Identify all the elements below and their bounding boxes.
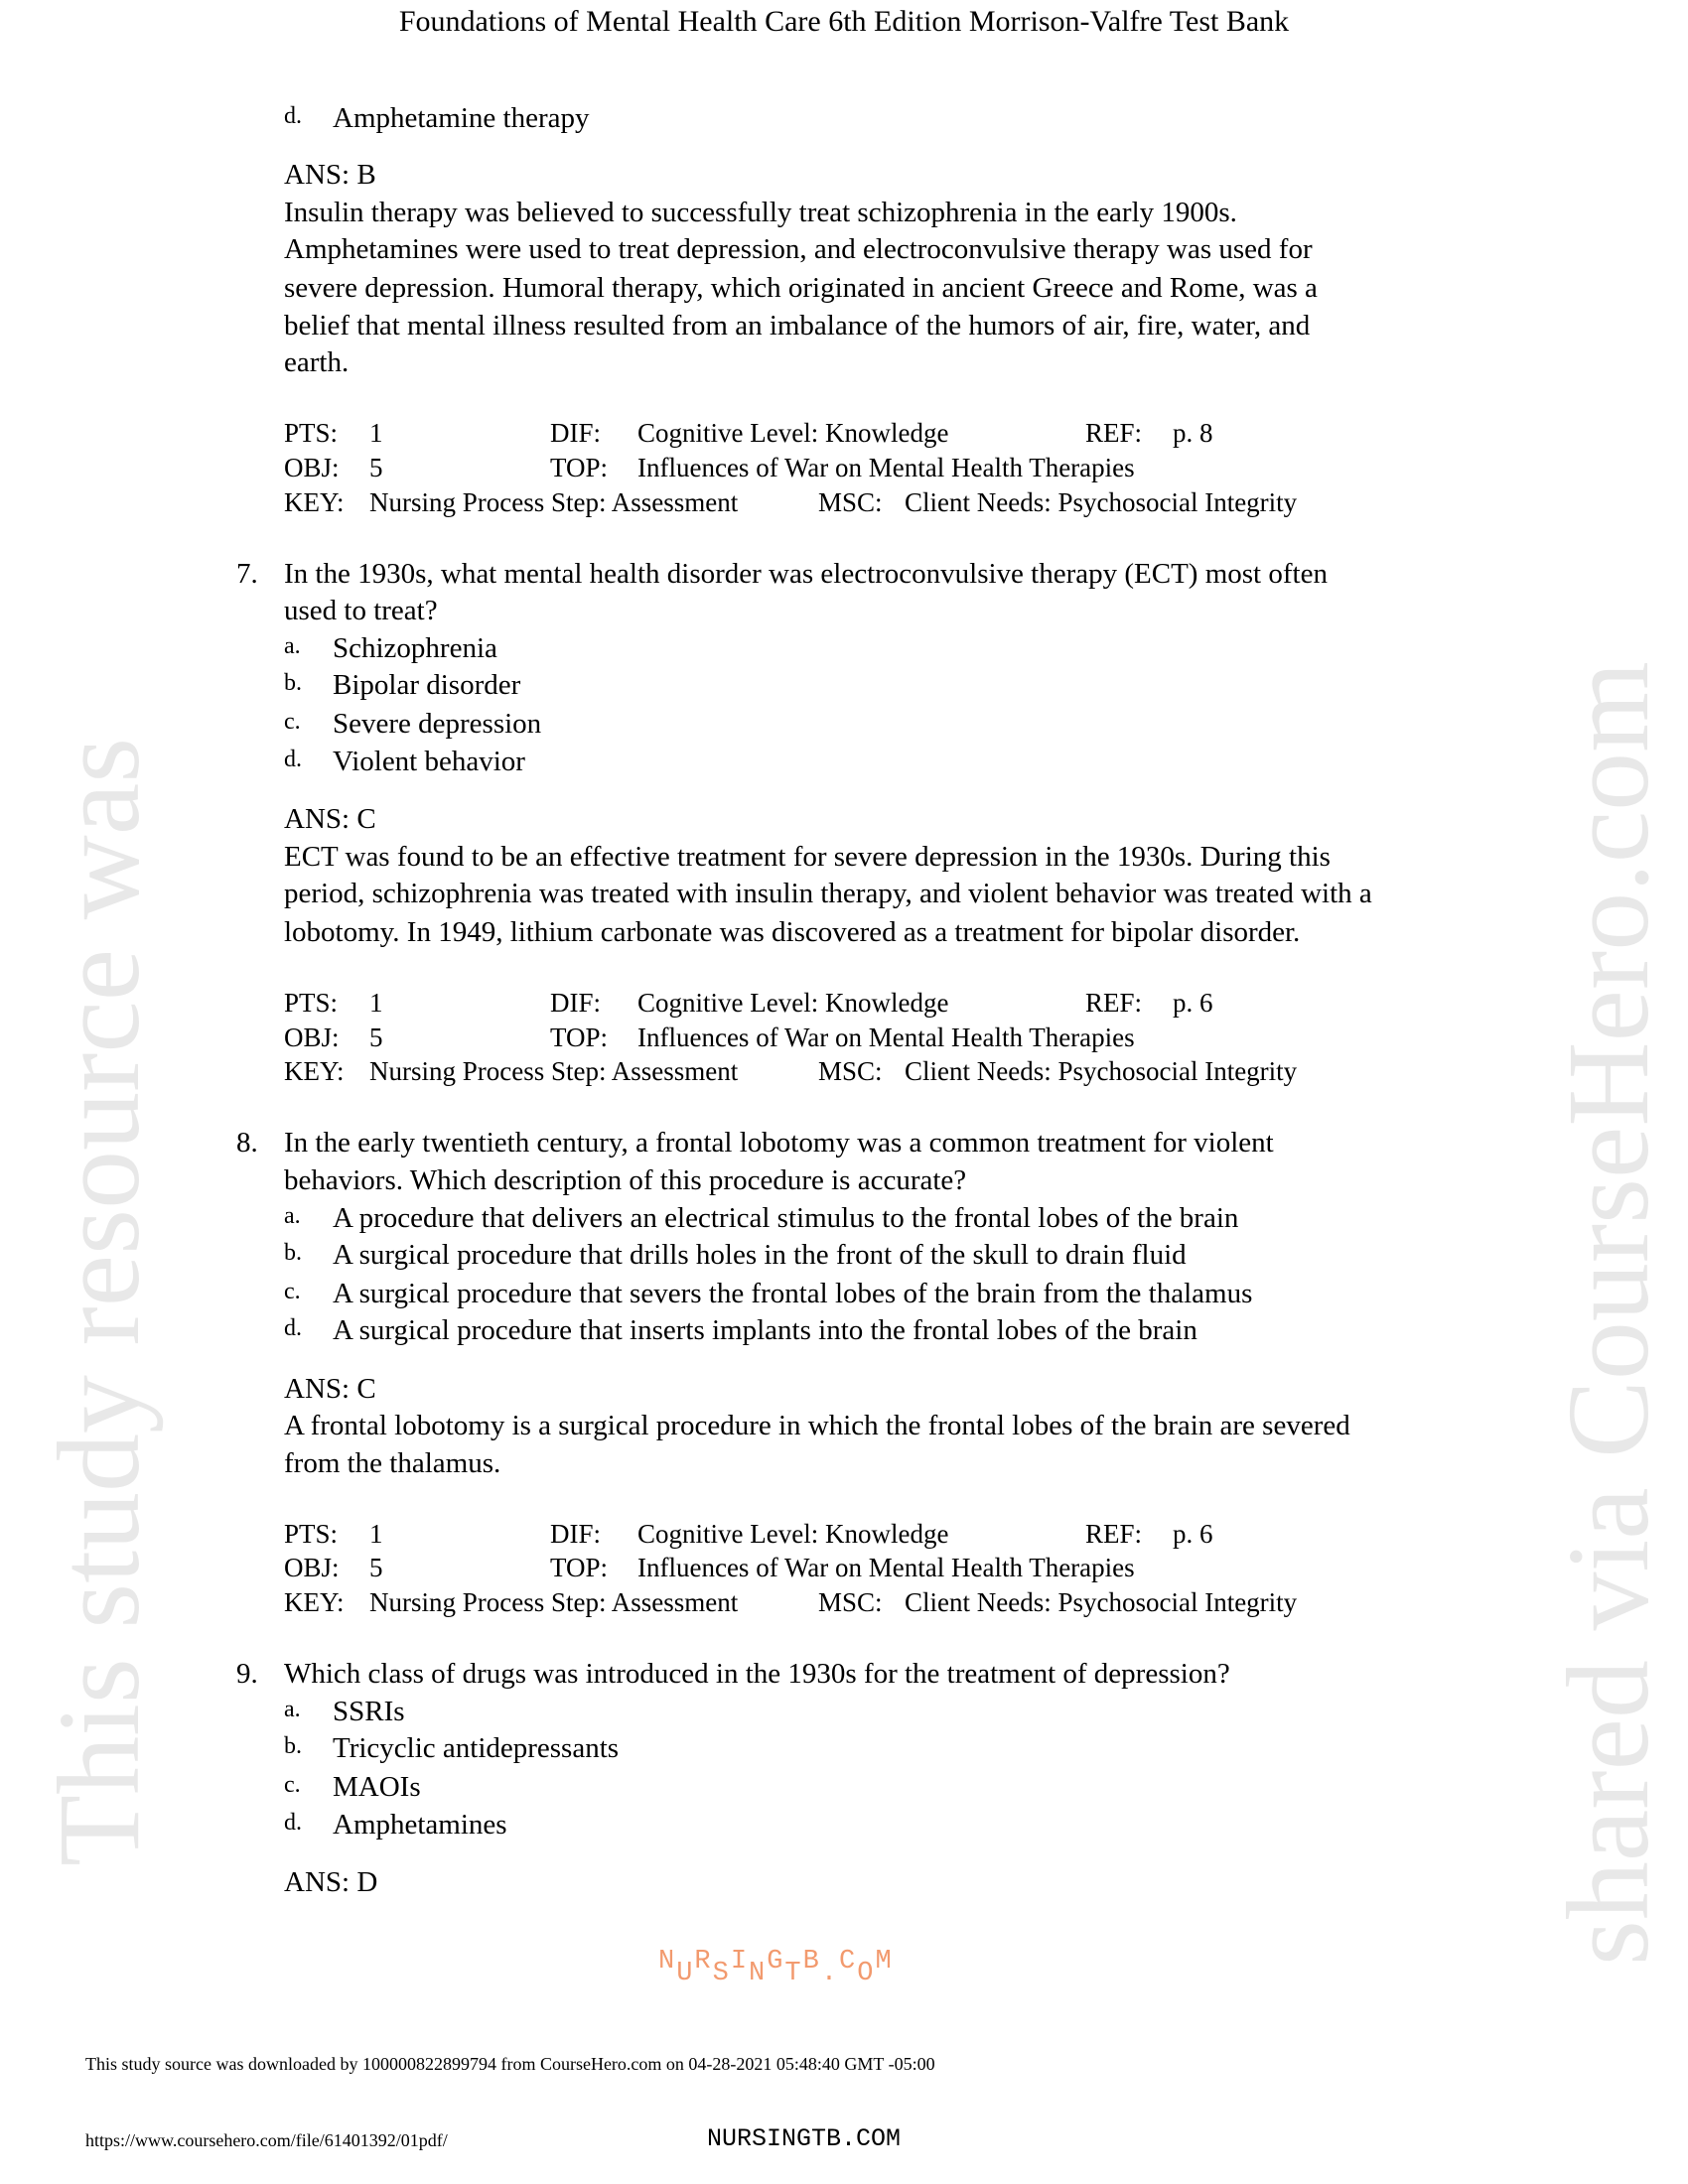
top-label: TOP:	[550, 1553, 609, 1582]
option-letter: a.	[284, 1697, 301, 1722]
top-value: Influences of War on Mental Health Therapies	[637, 453, 1135, 482]
rationale-line: A frontal lobotomy is a surgical procedure in which the frontal lobes of the brain are severed	[284, 1410, 1350, 1441]
dif-label: DIF:	[550, 1519, 602, 1549]
obj-value: 5	[369, 1553, 383, 1582]
option-letter: b.	[284, 1240, 302, 1266]
obj-label: OBJ:	[284, 1553, 340, 1582]
option-letter: d.	[284, 103, 302, 129]
rationale-line: Insulin therapy was believed to successfully treat schizophrenia in the early 1900s.	[284, 197, 1237, 228]
question-stem-line: In the early twentieth century, a frontal lobotomy was a common treatment for violent	[284, 1127, 1274, 1159]
ref-label: REF:	[1085, 418, 1143, 448]
nursingtb-stamp	[658, 1946, 894, 1988]
pts-value: 1	[369, 1519, 383, 1549]
pts-label: PTS:	[284, 418, 339, 448]
rationale-line: severe depression. Humoral therapy, which originated in ancient Greece and Rome, was a	[284, 272, 1318, 304]
question-number: 7.	[236, 558, 258, 590]
msc-label: MSC:	[818, 1587, 883, 1617]
option-text: Severe depression	[333, 708, 542, 740]
option-letter: d.	[284, 747, 302, 772]
answer: ANS: D	[284, 1866, 378, 1898]
question-stem-line: used to treat?	[284, 595, 438, 626]
stamp-letter: U	[676, 1959, 695, 1988]
ref-label: REF:	[1085, 988, 1143, 1018]
rationale-line: earth.	[284, 346, 350, 378]
option-letter: c.	[284, 709, 301, 735]
msc-label: MSC:	[818, 1056, 883, 1086]
option-letter: a.	[284, 1203, 301, 1229]
footer-brand: NURSINGTB.COM	[707, 2124, 902, 2153]
key-value: Nursing Process Step: Assessment	[369, 1587, 739, 1617]
stamp-letter: O	[857, 1959, 876, 1988]
stamp-letter: C	[839, 1947, 858, 1977]
watermark-line-1: This study resource was	[34, 737, 164, 1866]
rationale-line: ECT was found to be an effective treatment for severe depression in the 1930s. During this	[284, 841, 1331, 873]
source-url-link[interactable]: https://www.coursehero.com/file/61401392/01pdf/	[85, 2130, 448, 2150]
stamp-letter: N	[658, 1947, 677, 1977]
top-value: Influences of War on Mental Health Therapies	[637, 1023, 1135, 1052]
option-text: Bipolar disorder	[333, 669, 521, 701]
stamp-letter: R	[694, 1947, 713, 1977]
key-label: KEY:	[284, 487, 345, 517]
stamp-letter: T	[784, 1959, 803, 1988]
ref-value: p. 6	[1173, 988, 1213, 1018]
stamp-letter: N	[749, 1959, 768, 1988]
stamp-letter: G	[767, 1947, 785, 1977]
option-text: Violent behavior	[333, 746, 525, 777]
obj-label: OBJ:	[284, 1023, 340, 1052]
question-stem-line: Which class of drugs was introduced in the 1930s for the treatment of depression?	[284, 1658, 1230, 1690]
obj-value: 5	[369, 1023, 383, 1052]
page-header: Foundations of Mental Health Care 6th Edition Morrison-Valfre Test Bank	[398, 5, 1290, 38]
question-number: 8.	[236, 1127, 258, 1159]
dif-label: DIF:	[550, 418, 602, 448]
obj-label: OBJ:	[284, 453, 340, 482]
dif-label: DIF:	[550, 988, 602, 1018]
stamp-letter: .	[820, 1959, 840, 1988]
option-letter: b.	[284, 1733, 302, 1759]
stamp-letter: S	[712, 1959, 731, 1988]
option-text: SSRIs	[333, 1696, 405, 1727]
option-letter: c.	[284, 1279, 301, 1304]
option-text: A surgical procedure that inserts implants into the frontal lobes of the brain	[333, 1314, 1197, 1346]
dif-value: Cognitive Level: Knowledge	[637, 418, 949, 448]
answer: ANS: C	[284, 803, 376, 835]
rationale-line: lobotomy. In 1949, lithium carbonate was discovered as a treatment for bipolar disorder.	[284, 916, 1301, 948]
ref-value: p. 8	[1173, 418, 1213, 448]
key-value: Nursing Process Step: Assessment	[369, 1056, 739, 1086]
msc-label: MSC:	[818, 487, 883, 517]
ref-label: REF:	[1085, 1519, 1143, 1549]
key-label: KEY:	[284, 1587, 345, 1617]
answer: ANS: B	[284, 159, 376, 191]
option-text: MAOIs	[333, 1771, 421, 1803]
option-text: A surgical procedure that severs the frontal lobes of the brain from the thalamus	[333, 1278, 1253, 1309]
msc-value: Client Needs: Psychosocial Integrity	[905, 1587, 1298, 1617]
obj-value: 5	[369, 453, 383, 482]
pts-value: 1	[369, 418, 383, 448]
msc-value: Client Needs: Psychosocial Integrity	[905, 1056, 1298, 1086]
top-label: TOP:	[550, 453, 609, 482]
stamp-letter: M	[875, 1947, 894, 1977]
pts-value: 1	[369, 988, 383, 1018]
pts-label: PTS:	[284, 988, 339, 1018]
option-text: A surgical procedure that drills holes in the front of the skull to drain fluid	[333, 1239, 1187, 1271]
rationale-line: belief that mental illness resulted from an imbalance of the humors of air, fire, water, and	[284, 310, 1311, 341]
option-text: A procedure that delivers an electrical stimulus to the frontal lobes of the brain	[333, 1202, 1239, 1234]
option-letter: d.	[284, 1315, 302, 1341]
option-text: Amphetamine therapy	[333, 102, 590, 134]
key-value: Nursing Process Step: Assessment	[369, 487, 739, 517]
top-label: TOP:	[550, 1023, 609, 1052]
rationale-line: Amphetamines were used to treat depression, and electroconvulsive therapy was used for	[284, 233, 1313, 265]
pts-label: PTS:	[284, 1519, 339, 1549]
question-stem-line: In the 1930s, what mental health disorder was electroconvulsive therapy (ECT) most often	[284, 558, 1328, 590]
download-notice: This study source was downloaded by 100000822899794 from CourseHero.com on 04-28-2021 05:48:40 GMT -05:00	[85, 2054, 935, 2074]
stamp-letter: B	[802, 1947, 821, 1977]
option-letter: d.	[284, 1810, 302, 1836]
top-value: Influences of War on Mental Health Therapies	[637, 1553, 1135, 1582]
rationale-line: from the thalamus.	[284, 1447, 501, 1479]
watermark-line-2: shared via CourseHero.com	[1543, 661, 1673, 1966]
option-text: Tricyclic antidepressants	[333, 1732, 620, 1764]
stamp-letter: I	[730, 1947, 750, 1977]
option-letter: a.	[284, 633, 301, 659]
option-letter: b.	[284, 670, 302, 696]
option-letter: c.	[284, 1772, 301, 1798]
dif-value: Cognitive Level: Knowledge	[637, 1519, 949, 1549]
key-label: KEY:	[284, 1056, 345, 1086]
ref-value: p. 6	[1173, 1519, 1213, 1549]
option-text: Amphetamines	[333, 1809, 507, 1841]
question-number: 9.	[236, 1658, 258, 1690]
dif-value: Cognitive Level: Knowledge	[637, 988, 949, 1018]
msc-value: Client Needs: Psychosocial Integrity	[905, 487, 1298, 517]
rationale-line: period, schizophrenia was treated with insulin therapy, and violent behavior was treated with a	[284, 878, 1372, 909]
option-text: Schizophrenia	[333, 632, 497, 664]
answer: ANS: C	[284, 1373, 376, 1405]
question-stem-line: behaviors. Which description of this procedure is accurate?	[284, 1164, 967, 1196]
